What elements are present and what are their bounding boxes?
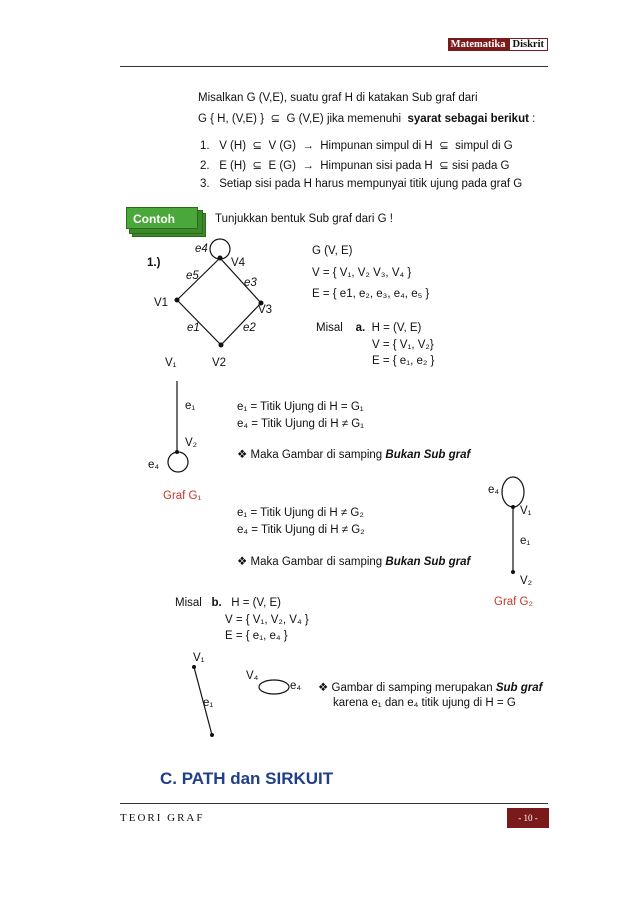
label-e5: e5: [186, 270, 199, 282]
vertex-v2: [219, 343, 224, 348]
misal-b-h: H = (V, E): [231, 597, 282, 609]
g1-conclusion-b: Bukan Sub graf: [385, 449, 471, 461]
def-e: E = { e1, e₂, e₃, e₄, e₅ }: [312, 288, 430, 300]
g1-loop-e4: [168, 452, 188, 472]
misal-b-conclusion-a: Gambar di samping merupakan: [331, 682, 493, 694]
footer-title: TEORI GRAF: [120, 812, 205, 824]
misal-a-label: [316, 322, 421, 334]
g2-line1: e₁ = Titik Ujung di H ≠ G₂: [237, 507, 364, 519]
condition-num: 3.: [200, 178, 210, 190]
label-v1: V1: [154, 297, 169, 309]
misal-letter: b.: [211, 597, 222, 609]
hb-loop-e4: [259, 680, 289, 694]
arrow-icon: →: [302, 160, 314, 172]
condition-c: Himpunan simpul di H: [320, 140, 433, 152]
g2-vertex-v1: [511, 505, 515, 509]
subset-symbol: ⊆: [252, 140, 263, 152]
g1-line1: e₁ = Titik Ujung di H = G₁: [237, 401, 364, 413]
g2-label-e1: e₁: [520, 535, 531, 547]
misal-a-v: V = { V₁, V₂}: [372, 339, 434, 351]
misal-b-v: V = { V₁, V₂, V₄ }: [225, 614, 309, 626]
misal-a-e: E = { e₁, e₂ }: [372, 355, 435, 367]
footer-rule: [120, 803, 548, 804]
label-e2: e2: [243, 322, 256, 334]
header-title-b: Diskrit: [509, 38, 549, 51]
condition-num: 2.: [200, 160, 210, 172]
intro-line2-d: :: [532, 113, 536, 125]
contoh-instruction: Tunjukkan bentuk Sub graf dari G !: [215, 213, 393, 225]
def-v: V = { V₁, V₂ V₃, V₄ }: [312, 267, 412, 279]
page-number: - 10 -: [507, 808, 549, 828]
header-title-a: Matematika: [448, 38, 509, 51]
hb-vertex-end: [210, 733, 214, 737]
misal-a-h: H = (V, E): [371, 322, 422, 334]
g1-vertex-v2: [175, 450, 179, 454]
g2-conclusion-a: Maka Gambar di samping: [250, 556, 383, 568]
g1-label-e1: e₁: [185, 400, 196, 412]
misal-b-conclusion: [318, 680, 542, 694]
hb-label-v1: V₁: [193, 652, 205, 664]
g2-label-v1: V₁: [520, 505, 532, 517]
condition-c: Himpunan sisi pada H: [320, 160, 433, 172]
intro-line2-a: G { H, (V,E) }: [198, 113, 265, 125]
g2-vertex-v2: [511, 570, 515, 574]
condition-b: V (G): [268, 140, 296, 152]
hb-label-v4: V₄: [246, 670, 259, 682]
subset-symbol: ⊆: [252, 160, 263, 172]
label-v3: V3: [258, 304, 273, 316]
label-v2: V2: [212, 357, 227, 369]
hb-label-e4: e₄: [290, 680, 302, 692]
def-g: G (V, E): [312, 245, 353, 257]
label-v4: V4: [231, 257, 246, 269]
condition-num: 1.: [200, 140, 210, 152]
bullet-icon: ❖: [318, 682, 329, 694]
misal-word: Misal: [175, 597, 202, 609]
label-e3: e3: [244, 277, 257, 289]
g1-caption: Graf G₁: [163, 490, 202, 502]
vertex-v4: [218, 256, 223, 261]
g2-conclusion: [237, 554, 470, 568]
hb-label-e1: e₁: [203, 697, 214, 709]
g2-line2: e₄ = Titik Ujung di H ≠ G₂: [237, 524, 365, 536]
condition-d: simpul di G: [455, 140, 513, 152]
g2-loop-e4: [502, 477, 524, 507]
label-e1: e1: [187, 322, 200, 334]
subset-symbol: ⊆: [439, 160, 449, 172]
g1-conclusion-a: Maka Gambar di samping: [250, 449, 383, 461]
g1-label-e4: e₄: [148, 459, 160, 471]
g1-line2: e₄ = Titik Ujung di H ≠ G₁: [237, 418, 365, 430]
misal-b-conclusion-b: Sub graf: [495, 682, 543, 694]
condition-text: Setiap sisi pada H harus mempunyai titik ujung pada graf G: [219, 178, 523, 190]
g2-label-v2: V₂: [520, 575, 533, 587]
misal-word: Misal: [316, 322, 343, 334]
misal-b-label: [175, 597, 281, 609]
subset-symbol: ⊆: [270, 113, 281, 125]
intro-line1: Misalkan G (V,E), suatu graf H di katakan Sub graf dari: [198, 92, 478, 104]
graph-g1: [168, 381, 188, 472]
g1-label-v2: V₂: [185, 437, 198, 449]
g2-conclusion-b: Bukan Sub graf: [385, 556, 471, 568]
section-heading: C. PATH dan SIRKUIT: [160, 769, 334, 788]
condition-d: sisi pada G: [451, 160, 510, 172]
condition-b: E (G): [268, 160, 296, 172]
label-e4: e4: [195, 243, 208, 255]
g2-label-e4: e₄: [488, 484, 500, 496]
misal-letter: a.: [355, 322, 366, 334]
example-number: [147, 257, 160, 269]
g1-label-v1: V₁: [165, 357, 177, 369]
arrow-icon: →: [302, 140, 314, 152]
bullet-icon: ❖: [237, 449, 248, 461]
intro-line2-b: G (V,E) jika memenuhi: [286, 113, 402, 125]
misal-b-e: E = { e₁, e₄ }: [225, 630, 288, 642]
intro-line2-c: syarat sebagai berikut: [407, 113, 529, 125]
bullet-icon: ❖: [237, 556, 248, 568]
badge-label: Contoh: [126, 207, 198, 229]
condition-a: V (H): [219, 140, 247, 152]
graph-g2: [502, 477, 524, 572]
example-number-text: 1.): [147, 257, 161, 269]
condition-a: E (H): [219, 160, 247, 172]
g2-caption: Graf G₂: [494, 596, 533, 608]
hb-vertex-v1: [192, 665, 196, 669]
subset-symbol: ⊆: [439, 140, 449, 152]
vertex-v1: [175, 298, 180, 303]
g1-conclusion: [237, 447, 470, 461]
misal-b-conclusion-c: karena e₁ dan e₄ titik ujung di H = G: [333, 697, 516, 709]
